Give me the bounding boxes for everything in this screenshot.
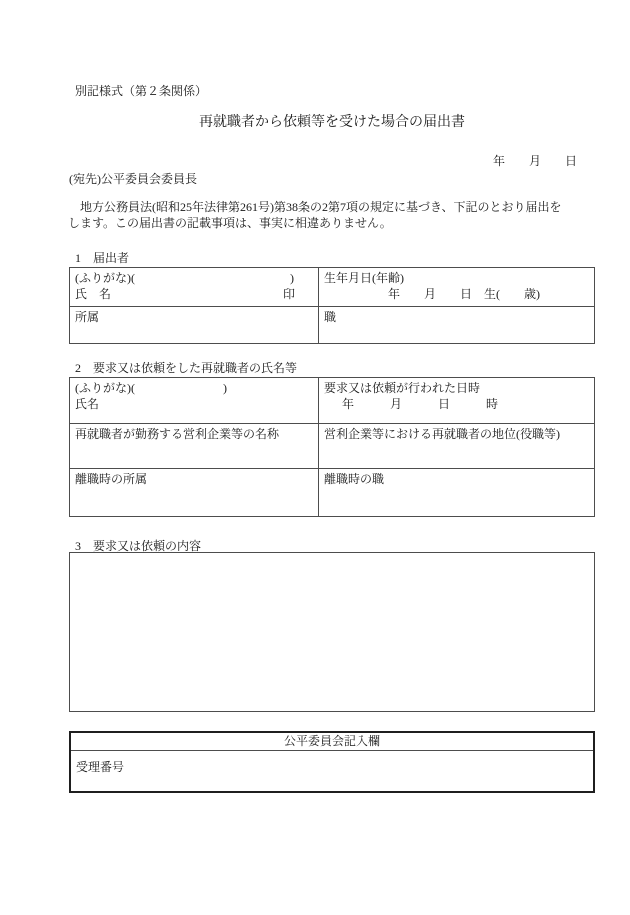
company-position-label: 営利企業等における再就職者の地位(役職等) <box>324 427 560 441</box>
reemployed-row-retirement <box>70 468 594 516</box>
name-label: 氏 名 <box>75 287 112 301</box>
addressee-label: (宛先)公平委員会委員長 <box>69 172 197 186</box>
post-label: 職 <box>324 310 337 324</box>
notifier-table <box>69 267 595 344</box>
seal-label: 印 <box>283 287 296 301</box>
section3-heading: 3 要求又は依頼の内容 <box>75 539 202 553</box>
request-content-box <box>69 552 595 712</box>
form-reference-label: 別記様式（第２条関係） <box>75 84 208 98</box>
reemployed-name-cell <box>70 378 319 423</box>
reemployed-row-name <box>70 378 594 423</box>
commission-table <box>69 731 595 793</box>
retirement-post-label: 離職時の職 <box>324 472 385 486</box>
furigana-close-paren: ) <box>290 271 294 285</box>
receipt-number-label: 受理番号 <box>76 760 125 774</box>
company-name-label: 再就職者が勤務する営利企業等の名称 <box>70 424 319 468</box>
request-datetime-blank-line: 年 月 日 時 <box>342 397 499 411</box>
notifier-row-affiliation <box>70 306 594 343</box>
furigana-label: (ふりがな)( <box>75 381 135 395</box>
reemployed-table <box>69 377 595 517</box>
form-title: 再就職者から依頼等を受けた場合の届出書 <box>199 115 465 130</box>
declaration-paragraph: 地方公務員法(昭和25年法律第261号)第38条の2第7項の規定に基づき、下記のとおり届出をします。この届出書の記載事項は、事実に相違ありません。 <box>68 200 562 230</box>
notifier-birthdate-cell <box>319 268 594 306</box>
commission-header: 公平委員会記入欄 <box>71 733 593 751</box>
section1-heading: 1 届出者 <box>75 251 130 265</box>
section2-heading: 2 要求又は依頼をした再就職者の氏名等 <box>75 361 298 375</box>
request-datetime-label: 要求又は依頼が行われた日時 <box>324 381 481 395</box>
furigana-label: (ふりがな)( <box>75 271 135 285</box>
birthdate-blank-line: 年 月 日 生( 歳) <box>388 287 540 301</box>
birthdate-label: 生年月日(年齢) <box>324 271 404 285</box>
reemployed-row-company <box>70 423 594 468</box>
furigana-close-paren: ) <box>223 381 227 395</box>
request-datetime-cell <box>319 378 594 423</box>
retirement-affiliation-label: 離職時の所属 <box>70 469 319 516</box>
date-blank-line: 年 月 日 <box>492 154 577 168</box>
notifier-row-name <box>70 268 594 306</box>
affiliation-label: 所属 <box>70 307 319 343</box>
name-label: 氏名 <box>75 397 100 411</box>
notifier-name-cell <box>70 268 319 306</box>
